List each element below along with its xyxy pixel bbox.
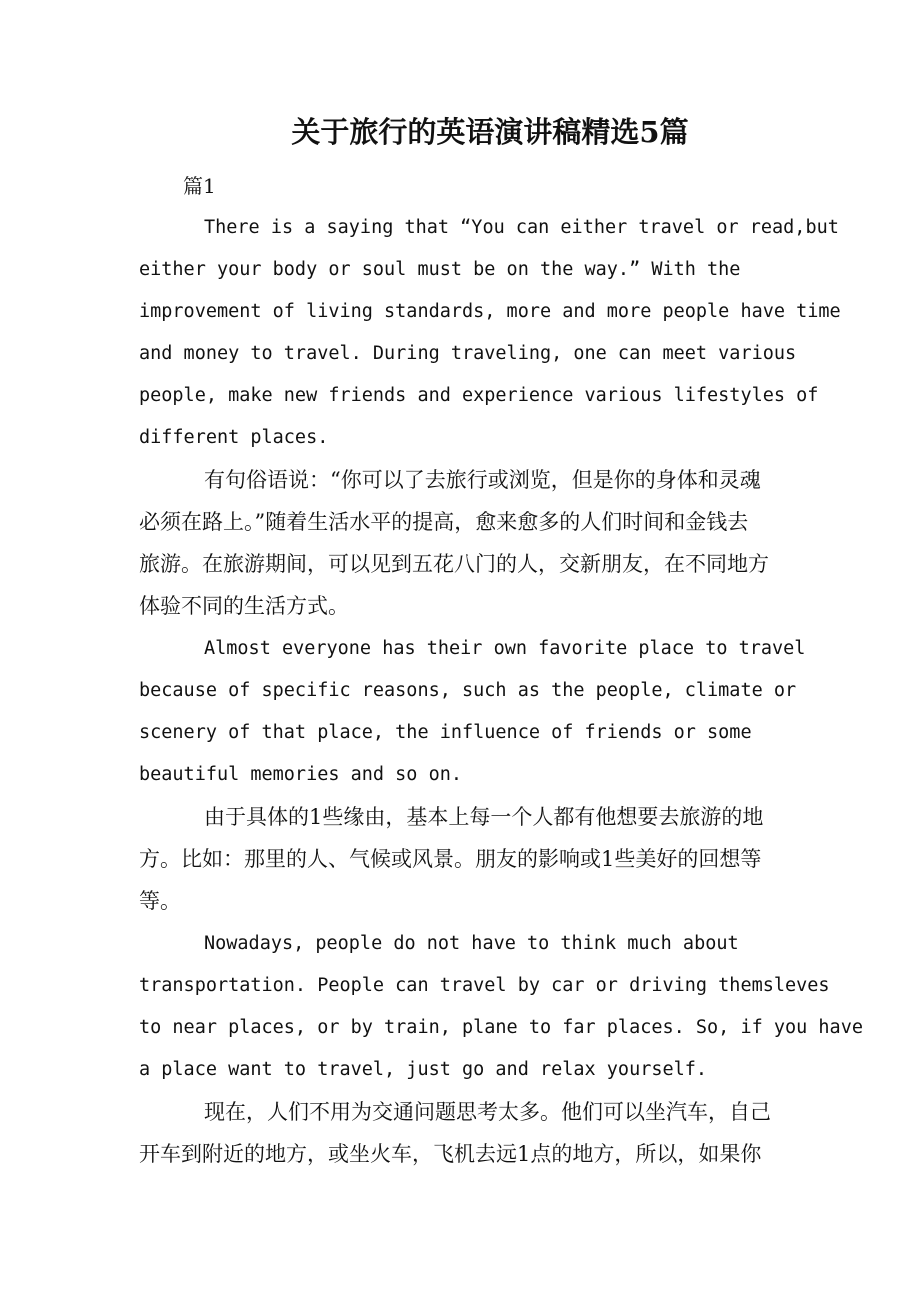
text-line: to near places, or by train, plane to far places. So, if you have — [139, 1017, 863, 1038]
text-line: 方。比如：那里的人、气候或风景。朋友的影响或1些美好的回想等 — [139, 847, 762, 871]
document-title: 关于旅行的英语演讲稿精选5篇 — [291, 115, 689, 149]
text-line: Nowadays, people do not have to think much about — [204, 933, 739, 954]
text-line: 开车到附近的地方，或坐火车，飞机去远1点的地方，所以，如果你 — [139, 1142, 762, 1166]
text-line: people, make new friends and experience various lifestyles of — [139, 385, 819, 406]
text-line: either your body or soul must be on the way.” With the — [139, 259, 741, 280]
text-line: 现在，人们不用为交通问题思考太多。他们可以坐汽车，自己 — [204, 1100, 771, 1124]
section-label: 篇1 — [183, 174, 216, 198]
text-line: different places. — [139, 427, 329, 448]
text-line: beautiful memories and so on. — [139, 764, 463, 785]
text-line: There is a saying that “You can either travel or read,but — [204, 217, 839, 238]
text-line: because of specific reasons, such as the people, climate or — [139, 680, 797, 701]
text-line: Almost everyone has their own favorite place to travel — [204, 638, 806, 659]
text-line: scenery of that place, the influence of friends or some — [139, 722, 752, 743]
text-line: improvement of living standards, more and more people have time — [139, 301, 841, 322]
text-line: a place want to travel, just go and relax yourself. — [139, 1059, 708, 1080]
text-line: transportation. People can travel by car or driving themsleves — [139, 975, 830, 996]
text-line: 旅游。在旅游期间，可以见到五花八门的人，交新朋友，在不同地方 — [139, 552, 769, 576]
text-line: and money to travel. During traveling, one can meet various — [139, 343, 797, 364]
text-line: 由于具体的1些缘由，基本上每一个人都有他想要去旅游的地 — [204, 805, 764, 829]
text-line: 有句俗语说：“你可以了去旅行或浏览，但是你的身体和灵魂 — [204, 468, 761, 492]
text-line: 必须在路上。”随着生活水平的提高，愈来愈多的人们时间和金钱去 — [139, 510, 749, 534]
text-line: 体验不同的生活方式。 — [139, 594, 349, 618]
text-line: 等。 — [139, 889, 181, 913]
